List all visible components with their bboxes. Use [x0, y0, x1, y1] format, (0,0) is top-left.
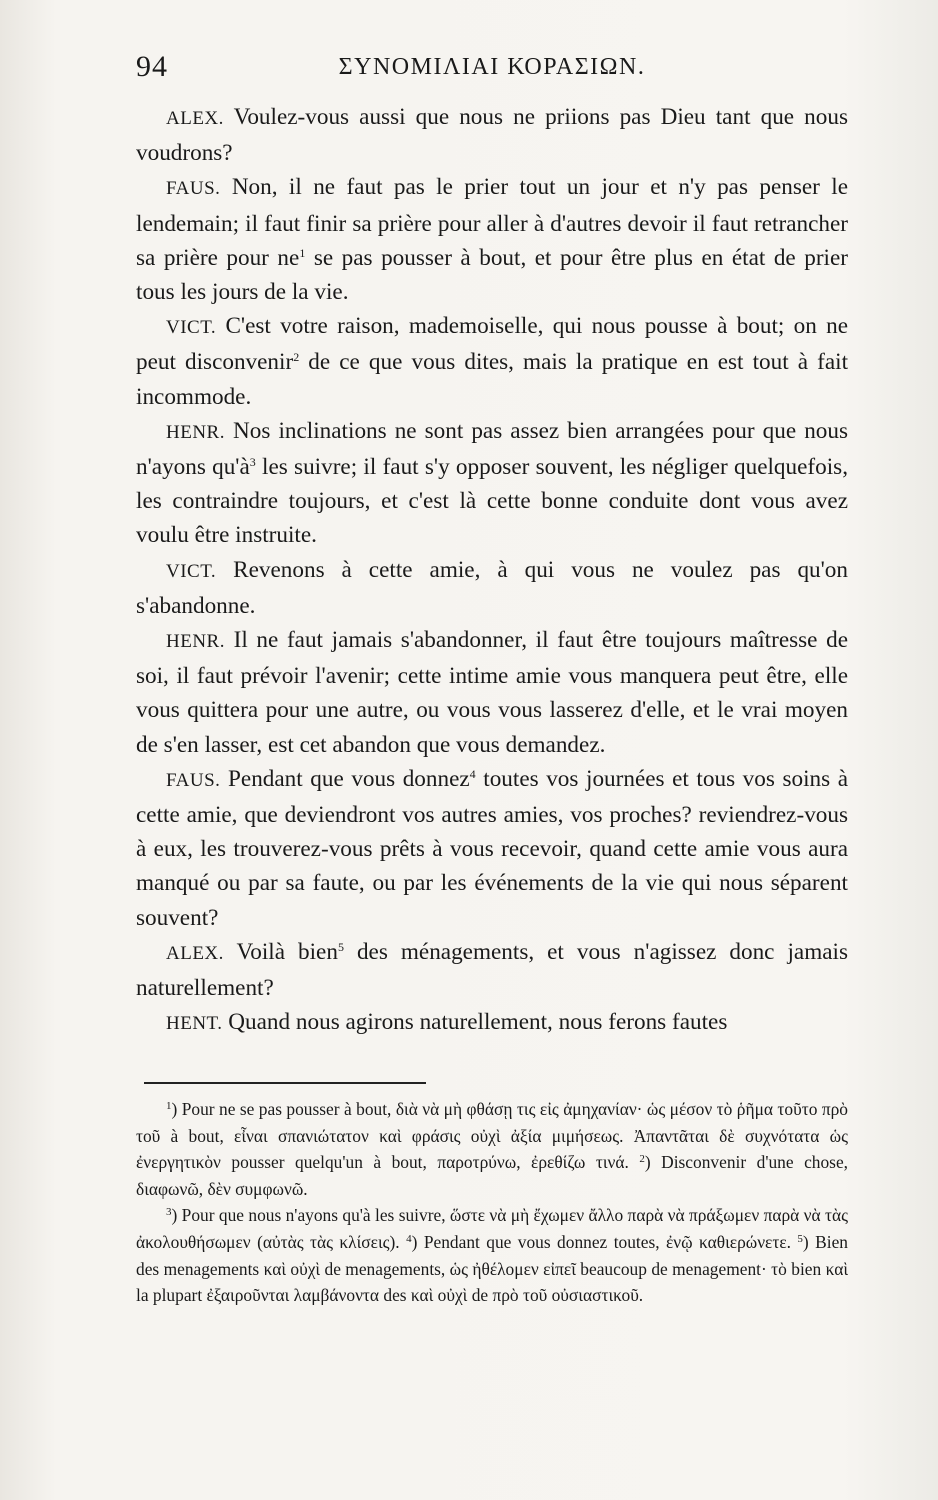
footnote: $^3$) Pour que nous n'ayons qu'à les suivre, ὥστε νὰ μὴ ἔχωμεν ἄλλο παρὰ νὰ πράξωμεν παρὰ νὰ τὰς ἀκολουθήσωμεν (αὐτὰς τὰς κλίσεις). $^4$) Pendant que vous donnez toutes, ἐνῷ καθιερώνετε. $^5$) Bien des menagements καὶ οὐχὶ de menagements, ὡς ἠθέλομεν εἰπεῖ beaucoup de menagement· τὸ bien καὶ la plupart ἐξαιροῦνται λαμβάνοντα des καὶ οὐχὶ de πρὸ τοῦ οὐσιαστικοῦ.	[136, 1205, 848, 1306]
dialogue-line: toutes vos journées et tous vos soins à cette amie, que deviendront vos autres amies, vos proches? reviendrez-vous à eux, les trouverez-vous prêts à vous recevoir, quand cette amie vous aura manqué ou par sa faute, ou par les événements de la vie qui nous séparent souvent?	[136, 765, 848, 931]
footnote-number: 5	[797, 1232, 803, 1245]
footnote-marker: 2	[293, 350, 300, 365]
dialogue-paragraph	[136, 1005, 848, 1041]
dialogue-line: Voilà bien	[236, 938, 338, 965]
speaker-name: ALEX.	[166, 108, 224, 129]
footnote-text: Pendant que vous donnez toutes, ἐνῷ καθιερώνετε.	[423, 1231, 791, 1252]
footnote-text: Pour ne se pas pousser à bout, διὰ νὰ μὴ φθάσῃ τις εἰς ἀμηχανίαν· ὡς μέσον τὸ ῥῆμα τοῦτο πρὸ τοῦ à bout, εἶναι σπανιώτατον καὶ φράσις οὐχὶ ἀξία μιμήσεως. Ἀπαντᾶται δὲ συχνότατα ὡς ἐνεργητικὸν pousser quelqu'un à bout, παροτρύνω, ἐρεθίζω τινά.	[136, 1099, 849, 1173]
dialogue-line: des ménagements, et vous n'agissez donc jamais naturellement?	[136, 938, 849, 1002]
dialogue-line: de ce que vous dites, mais la pratique en est tout à fait incommode.	[136, 349, 849, 410]
dialogue-line: Voulez-vous aussi que nous ne priions pas Dieu tant que nous voudrons?	[136, 104, 848, 167]
footnote-marker: 3	[249, 455, 256, 470]
footnote-divider	[144, 1082, 426, 1084]
speaker-name: ALEX.	[166, 942, 224, 964]
dialogue-line: C'est votre raison, mademoiselle, qui nous pousse à bout; on ne peut disconvenir	[136, 313, 849, 376]
dialogue-line: Nos inclinations ne sont pas assez bien arrangées pour que nous n'ayons qu'à	[136, 417, 849, 481]
page-header	[136, 50, 848, 90]
footnote-text: Pour que nous n'ayons qu'à les suivre, ὥστε νὰ μὴ ἔχωμεν ἄλλο παρὰ νὰ πράξωμεν παρὰ νὰ τὰς ἀκολουθήσωμεν (αὐτὰς τὰς κλίσεις).	[136, 1205, 848, 1252]
dialogue-paragraph	[136, 553, 848, 623]
speaker-name: HENR.	[166, 631, 225, 653]
page-number: 94	[136, 50, 168, 83]
footnote: $^1$) Pour ne se pas pousser à bout, διὰ νὰ μὴ φθάσῃ τις εἰς ἀμηχανίαν· ὡς μέσον τὸ ῥῆμα τοῦτο πρὸ τοῦ à bout, εἶναι σπανιώτατον καὶ φράσις οὐχὶ ἀξία μιμήσεως. Ἀπαντᾶται δὲ συχνότατα ὡς ἐνεργητικὸν pousser quelqu'un à bout, παροτρύνω, ἐρεθίζω τινά. $^2$) Disconvenir d'une chose, διαφωνῶ, δὲν συμφωνῶ.	[136, 1099, 849, 1199]
dialogue-line: Revenons à cette amie, à qui vous ne voulez pas qu'on s'abandonne.	[136, 556, 848, 619]
dialogue-paragraph	[136, 100, 848, 170]
dialogue-paragraph	[136, 623, 848, 762]
running-title: ΣΥΝΟΜΙΛΙΑΙ ΚΟΡΑΣΙΩΝ.	[338, 54, 646, 80]
dialogue-line: Pendant que vous donnez	[228, 765, 470, 792]
footnote-number: 1	[166, 1100, 172, 1112]
speaker-name: VICT.	[166, 317, 217, 339]
dialogue-line: Il ne faut jamais s'abandonner, il faut être toujours maîtresse de soi, il faut prévoir l'avenir; cette intime amie vous manquera peut être, elle vous quittera pour une autre, ou vous vous lasserez d'elle, et le vrai moyen de s'en lasser, est cet abandon que vous demandez.	[136, 627, 848, 758]
footnote-marker: 5	[337, 939, 344, 954]
footnote-number: 2	[639, 1153, 645, 1166]
dialogue-paragraph	[136, 762, 848, 935]
footnote-text: Disconvenir d'une chose, διαφωνῶ, δὲν συμφωνῶ.	[136, 1152, 849, 1199]
dialogue-paragraph	[136, 309, 848, 414]
dialogue-line: Quand nous agirons naturellement, nous ferons fautes	[228, 1009, 728, 1036]
speaker-name: VICT.	[166, 560, 217, 582]
dialogue-paragraph	[136, 170, 848, 309]
footnote-number: 3	[166, 1206, 172, 1219]
speaker-name: FAUS.	[166, 769, 221, 791]
footnote-marker: 4	[469, 766, 476, 781]
dialogue-paragraph	[136, 935, 848, 1005]
footnote-text: Bien des menagements καὶ οὐχὶ de menagements, ὡς ἠθέλομεν εἰπεῖ beaucoup de menagement· τὸ bien καὶ la plupart ἐξαιροῦνται λαμβάνοντα des καὶ οὐχὶ de πρὸ τοῦ οὐσιαστικοῦ.	[136, 1231, 848, 1306]
speaker-name: HENR.	[166, 421, 225, 443]
dialogue-text	[136, 100, 848, 1041]
footnote-number: 4	[406, 1232, 412, 1245]
dialogue-line: les suivre; il faut s'y opposer souvent, les négliger quelquefois, les contraindre toujours, et c'est là cette bonne conduite dont vous avez voulu être instruite.	[136, 454, 848, 549]
footnotes	[136, 1096, 848, 1309]
speaker-name: FAUS.	[166, 178, 221, 200]
dialogue-line: Non, il ne faut pas le prier tout un jour et n'y pas penser le lendemain; il faut finir sa prière pour aller à d'autres devoir il faut retrancher sa prière pour ne	[136, 174, 848, 271]
speaker-name: HENT.	[166, 1013, 223, 1035]
dialogue-line: se pas pousser à bout, et pour être plus en état de prier tous les jours de la vie.	[136, 244, 848, 306]
footnote-marker: 1	[299, 245, 306, 260]
dialogue-paragraph	[136, 414, 848, 553]
